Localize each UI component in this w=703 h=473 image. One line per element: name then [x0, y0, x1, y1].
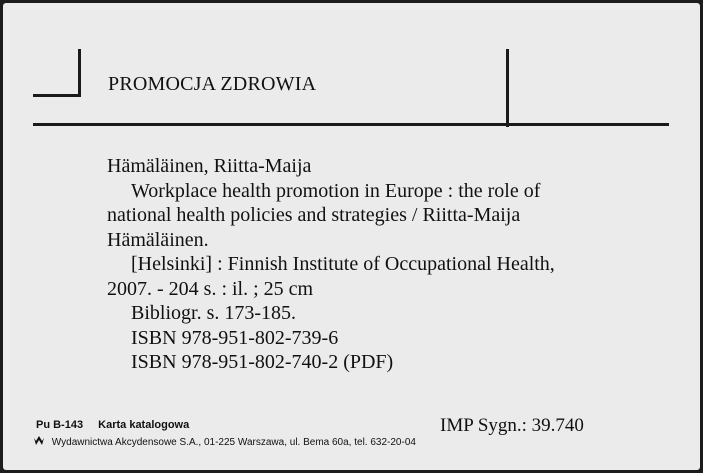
title-line-3: Hämäläinen.: [107, 228, 209, 251]
publisher-text: Wydawnictwa Akcydensowe S.A., 01-225 Warszawa, ul. Bema 60a, tel. 632-20-04: [51, 437, 416, 448]
catalog-card: [3, 3, 700, 470]
title-line-2: national health policies and strategies / Riitta-Maija: [107, 204, 521, 226]
title-line-1: Workplace health promotion in Europe : the role of: [131, 179, 541, 202]
call-number: IMP Sygn.: 39.740: [440, 415, 584, 436]
corner-mark-horizontal: [33, 94, 81, 97]
imprint-line-2: 2007. - 204 s. : il. ; 25 cm: [107, 277, 314, 300]
form-label: [36, 419, 189, 431]
publisher-line: [33, 436, 416, 448]
imprint-line-1: [Helsinki] : Finnish Institute of Occupational Health,: [131, 253, 555, 275]
column-divider: [506, 49, 509, 127]
form-code: Pu B-143: [36, 419, 84, 431]
catalog-entry: [107, 154, 647, 375]
note-isbn-print: ISBN 978-951-802-739-6: [131, 326, 339, 349]
publisher-logo-icon: [33, 436, 45, 446]
corner-mark-vertical: [78, 49, 81, 97]
form-name: Karta katalogowa: [98, 419, 190, 431]
note-isbn-pdf: ISBN 978-951-802-740-2 (PDF): [131, 351, 394, 373]
author-line: Hämäläinen, Riitta-Maija: [107, 155, 312, 177]
header-rule: [33, 123, 669, 126]
note-bibliography: Bibliogr. s. 173-185.: [131, 302, 297, 324]
subject-heading: PROMOCJA ZDROWIA: [108, 73, 317, 95]
